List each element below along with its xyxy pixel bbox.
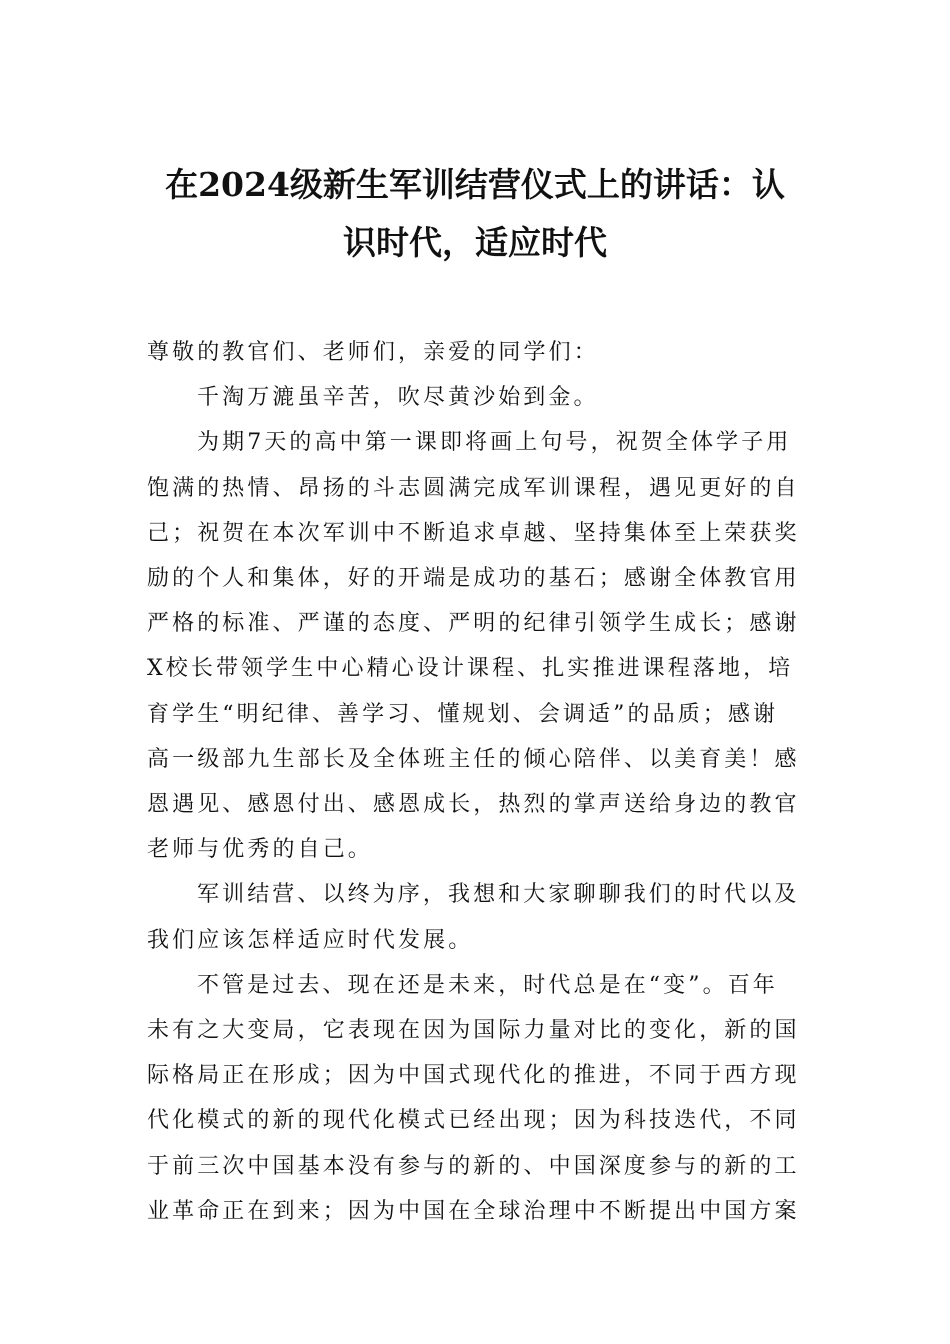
title-line-1: 在2024级新生军训结营仪式上的讲话：认 [165, 165, 785, 204]
paragraph-line: 于前三次中国基本没有参与的新的、中国深度参与的新的工 [147, 1153, 800, 1179]
paragraph-line: 际格局正在形成；因为中国式现代化的推进，不同于西方现 [147, 1063, 800, 1089]
paragraph-line: 千淘万漉虽辛苦，吹尽黄沙始到金。 [197, 385, 599, 411]
document-body [147, 330, 807, 1234]
salutation-text: 尊敬的教官们、老师们，亲爱的同学们： [147, 340, 599, 365]
paragraph-line: 我们应该怎样适应时代发展。 [147, 927, 474, 953]
paragraph-line: 恩遇见、感恩付出、感恩成长，热烈的掌声送给身边的教官 [147, 792, 800, 818]
paragraph-line: 业革命正在到来；因为中国在全球治理中不断提出中国方案 [147, 1198, 800, 1224]
paragraph-4 [147, 963, 807, 1234]
paragraph-line: X校长带领学生中心精心设计课程、扎实推进课程落地，培 [147, 656, 794, 682]
document-title [145, 156, 805, 272]
paragraph-2 [147, 420, 807, 872]
paragraph-line: 饱满的热情、昂扬的斗志圆满完成军训课程，遇见更好的自 [147, 475, 800, 501]
paragraph-1 [147, 375, 807, 420]
paragraph-3 [147, 872, 807, 962]
title-line-2: 识时代，适应时代 [343, 223, 607, 262]
paragraph-line: 代化模式的新的现代化模式已经出现；因为科技迭代，不同 [147, 1108, 800, 1134]
paragraph-line: 为期7天的高中第一课即将画上句号，祝贺全体学子用 [197, 430, 792, 456]
salutation [147, 330, 807, 375]
paragraph-line: 不管是过去、现在还是未来，时代总是在“变”。百年 [197, 972, 778, 998]
paragraph-line: 军训结营、以终为序，我想和大家聊聊我们的时代以及 [197, 882, 800, 908]
paragraph-line: 未有之大变局，它表现在因为国际力量对比的变化，新的国 [147, 1018, 800, 1044]
paragraph-line: 严格的标准、严谨的态度、严明的纪律引领学生成长；感谢 [147, 611, 800, 637]
paragraph-line: 己；祝贺在本次军训中不断追求卓越、坚持集体至上荣获奖 [147, 520, 800, 546]
paragraph-line: 励的个人和集体，好的开端是成功的基石；感谢全体教官用 [147, 566, 800, 592]
paragraph-line: 高一级部九生部长及全体班主任的倾心陪伴、以美育美！感 [147, 746, 800, 772]
paragraph-line: 育学生“明纪律、善学习、懂规划、会调适”的品质；感谢 [147, 701, 779, 727]
paragraph-line: 老师与优秀的自己。 [147, 837, 373, 863]
